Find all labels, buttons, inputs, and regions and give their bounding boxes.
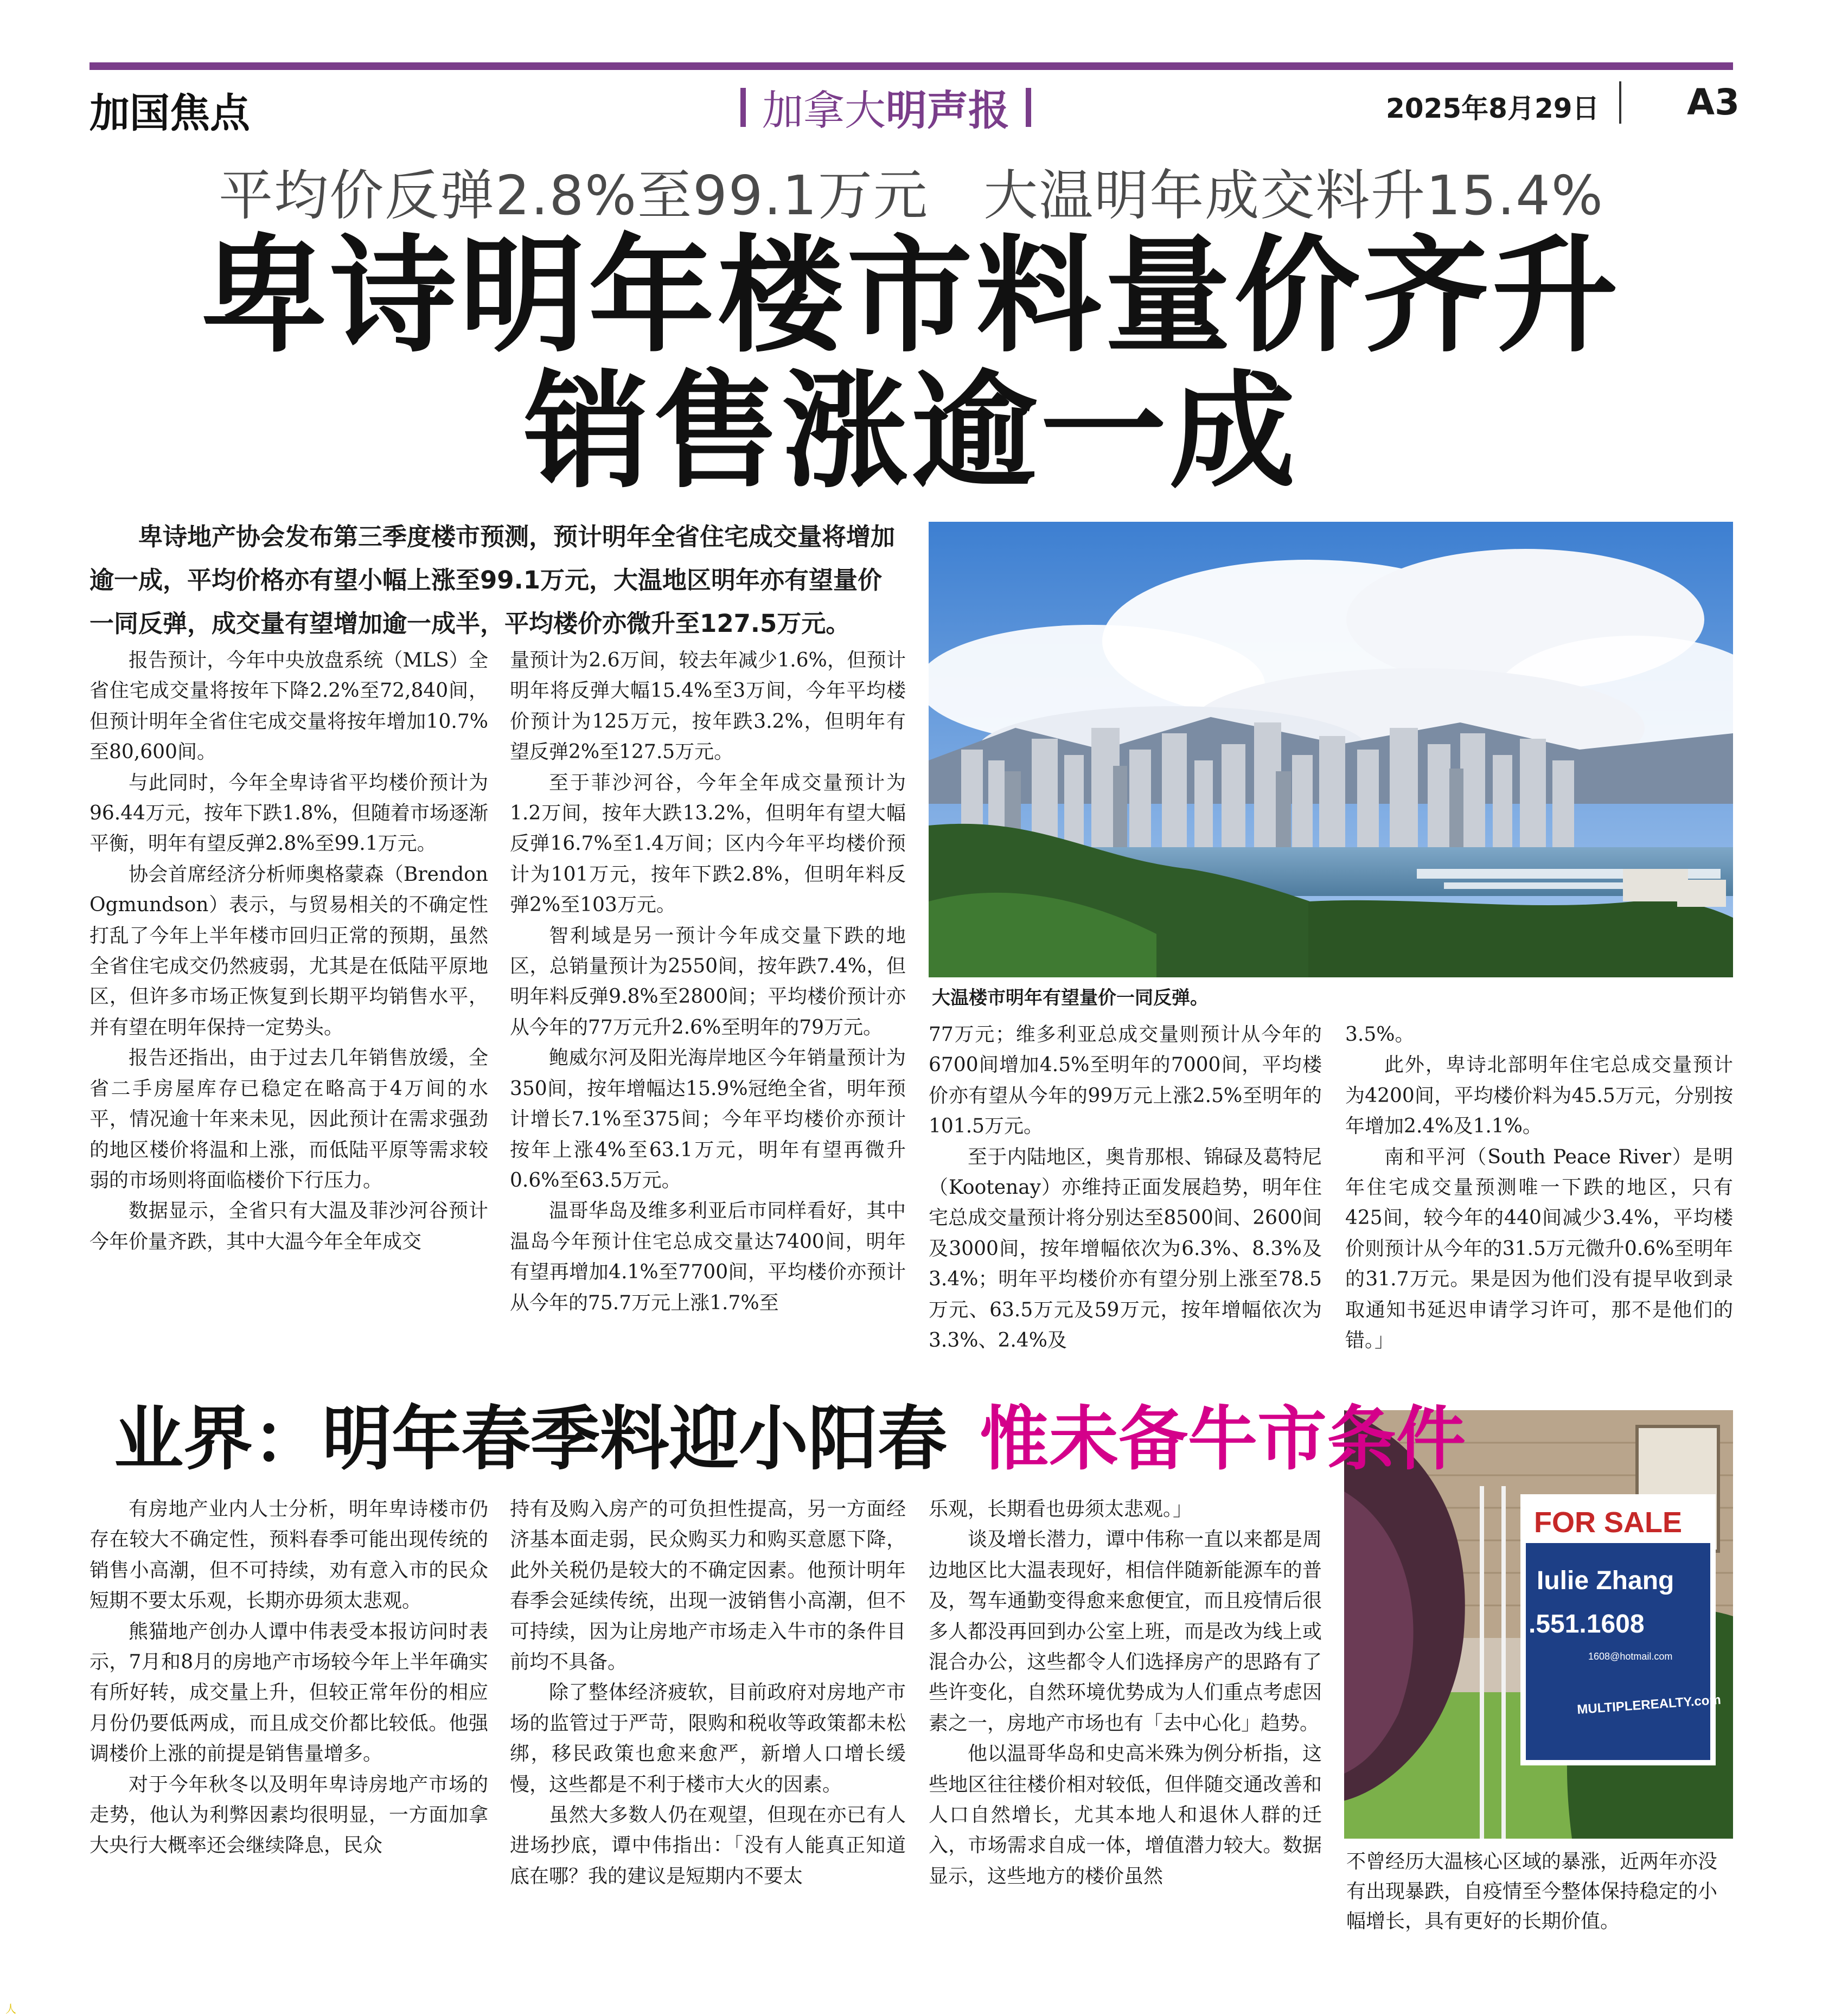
paragraph: 鲍威尔河及阳光海岸地区今年销量预计为350间，按年增幅达15.9%冠绝全省，明年预计增长7.1%至375间；今年平均楼价亦预计按年上涨4%至63.1万元，明年有望再微升0.6%至63.5万元。 xyxy=(510,1047,906,1192)
sign-agent-name: Iulie Zhang xyxy=(1537,1566,1674,1595)
paragraph: 温哥华岛及维多利亚后市同样看好，其中温岛今年预计住宅总成交量达7400间，明年有望再增加4.1%至7700间，平均楼价亦预计从今年的75.7万元上涨1.7%至 xyxy=(510,1200,906,1314)
article2-headline xyxy=(114,1399,1466,1480)
paragraph: 熊猫地产创办人谭中伟表受本报访问时表示，7月和8月的房地产市场较今年上半年确实有所好转，成交量上升，但较正常年份的相应月份仍要低两成，而且成交价都比较低。他强调楼价上涨的前提是销售量增多。 xyxy=(89,1620,488,1765)
paragraph: 与此同时，今年全卑诗省平均楼价预计为96.44万元，按年下跌1.8%，但随着市场逐渐平衡，明年有望反弹2.8%至99.1万元。 xyxy=(89,771,488,855)
header-rule xyxy=(89,62,1733,70)
article1-column-4 xyxy=(1345,1020,1733,1356)
article2-column-3 xyxy=(929,1494,1322,1892)
article-subhead: 平均价反弹2.8%至99.1万元 大温明年成交料升15.4% xyxy=(219,164,1604,227)
article-lede: 卑诗地产协会发布第三季度楼市预测，预计明年全省住宅成交量将增加逾一成，平均价格亦有望小幅上涨至99.1万元，大温地区明年亦有望量价一同反弹，成交量有望增加逾一成半，平均楼价亦微升至127.5万元。 xyxy=(89,522,896,638)
paragraph: 至于内陆地区，奥肯那根、锦碌及葛特尼（Kootenay）亦维持正面发展趋势，明年住宅总成交量预计将分别达至8500间、2600间及3000间，按年增幅依次为6.3%、8.3%及3.4%；明年平均楼价亦有望分别上涨至78.5万元、63.5万元及59万元，按年增幅依次为3.3%、2.4%及 xyxy=(929,1145,1322,1352)
paragraph: 谈及增长潜力，谭中伟称一直以来都是周边地区比大温表现好，相信伴随新能源车的普及，驾车通勤变得愈来愈便宜，而且疫情后很多人都没再回到办公室上班，而是改为线上或混合办公，这些都令人们选择房产的思路有了些许变化，自然环境优势成为人们重点考虑因素之一，房地产市场也有「去中心化」趋势。 xyxy=(929,1528,1322,1735)
article1-column-3 xyxy=(929,1020,1322,1356)
paragraph: 77万元；维多利亚总成交量则预计从今年的6700间增加4.5%至明年的7000间，平均楼价亦有望从今年的99万元上涨2.5%至明年的101.5万元。 xyxy=(929,1023,1322,1138)
paragraph: 至于菲沙河谷，今年全年成交量预计为1.2万间，按年大跌13.2%，但明年有望大幅反弹16.7%至1.4万间；区内今年平均楼价预计为101万元，按年下跌2.8%，但明年料反弹2%至103万元。 xyxy=(510,771,906,917)
section-name: 加国焦点 xyxy=(89,90,250,137)
paragraph: 持有及购入房产的可负担性提高，另一方面经济基本面走弱，民众购买力和购买意愿下降，此外关税仍是较大的不确定因素。他预计明年春季会延续传统，出现一波销售小高潮，但不可持续，因为让房地产市场走入牛市的条件目前均不具备。 xyxy=(510,1498,906,1674)
paragraph: 除了整体经济疲软，目前政府对房地产市场的监管过于严苛，限购和税收等政策都未松绑，移民政策也愈来愈严，新增人口增长缓慢，这些都是不利于楼市大火的因素。 xyxy=(510,1681,906,1796)
photo-caption: 大温楼市明年有望量价一同反弹。 xyxy=(932,987,1209,1009)
masthead-name: 明声报 xyxy=(886,86,1009,135)
sign-email: 1608@hotmail.com xyxy=(1588,1651,1673,1662)
paragraph: 量预计为2.6万间，较去年减少1.6%，但预计明年将反弹大幅15.4%至3万间，今年平均楼价预计为125万元，按年跌3.2%，但明年有望反弹2%至127.5万元。 xyxy=(510,649,906,764)
article1-column-2 xyxy=(510,645,906,1319)
issue-date: 2025年8月29日 xyxy=(1386,93,1600,124)
paragraph: 此外，卑诗北部明年住宅总成交量预计为4200间，平均楼价料为45.5万元，分别按年增加2.4%及1.1%。 xyxy=(1345,1054,1733,1138)
newspaper-masthead xyxy=(740,78,1031,137)
article2-headline-main: 业界：明年春季料迎小阳春 xyxy=(114,1399,948,1480)
paragraph: 协会首席经济分析师奥格蒙森（Brendon Ogmundson）表示，与贸易相关的不确定性打乱了今年上半年楼市回归正常的预期，虽然全省住宅成交仍然疲弱，尤其是在低陆平原地区，但许多市场正恢复到长期平均销售水平，并有望在明年保持一定势头。 xyxy=(89,863,488,1039)
masthead-prefix: 加拿大 xyxy=(762,86,886,135)
sign-brand: MULTIPLEREALTY.com xyxy=(1576,1692,1722,1717)
photo-caption-2: 不曾经历大温核心区域的暴涨，近两年亦没有出现暴跌，自疫情至今整体保持稳定的小幅增长，具有更好的长期价值。 xyxy=(1346,1851,1718,1932)
masthead-divider-left xyxy=(740,88,746,127)
headline-line-2: 销售涨逾一成 xyxy=(523,359,1299,505)
paragraph: 报告预计，今年中央放盘系统（MLS）全省住宅成交量将按年下降2.2%至72,840间，但预计明年全省住宅成交量将按年增加10.7%至80,600间。 xyxy=(89,649,488,764)
paragraph: 南和平河（South Peace River）是明年住宅成交量预测唯一下跌的地区，只有425间，较今年的440间减少3.4%，平均楼价则预计从今年的31.5万元微升0.6%至明年的31.7万元。果是因为他们没有提早收到录取通知书延迟申请学习许可，那不是他们的错。」 xyxy=(1345,1145,1733,1352)
sign-title: FOR SALE xyxy=(1534,1506,1683,1539)
article1-column-1 xyxy=(89,645,488,1257)
corner-mark: 人 xyxy=(5,2002,16,2015)
masthead-divider-right xyxy=(1026,88,1031,127)
date-divider xyxy=(1619,81,1621,124)
paragraph: 3.5%。 xyxy=(1345,1023,1415,1046)
vancouver-skyline-photo xyxy=(929,522,1733,977)
paragraph: 智利域是另一预计今年成交量下跌的地区，总销量预计为2550间，按年跌7.4%，但明年料反弹9.8%至2800间；平均楼价预计亦从今年的77万元升2.6%至明年的79万元。 xyxy=(510,924,906,1039)
paragraph: 有房地产业内人士分析，明年卑诗楼市仍存在较大不确定性，预料春季可能出现传统的销售小高潮，但不可持续，劝有意入市的民众短期不要太乐观，长期亦毋须太悲观。 xyxy=(89,1498,488,1612)
paragraph: 乐观，长期看也毋须太悲观。」 xyxy=(929,1498,1193,1520)
article2-headline-highlight: 惟未备牛市条件 xyxy=(980,1399,1466,1480)
article2-column-2 xyxy=(510,1494,906,1892)
paragraph: 他以温哥华岛和史高米殊为例分析指，这些地区往往楼价相对较低，但伴随交通改善和人口自然增长，尤其本地人和退休人群的迁入，市场需求自成一体，增值潜力较大。数据显示，这些地方的楼价虽然 xyxy=(929,1743,1322,1887)
paragraph: 虽然大多数人仍在观望，但现在亦已有人进场抄底，谭中伟指出：「没有人能真正知道底在哪？我的建议是短期内不要太 xyxy=(510,1804,906,1887)
page-number: A3 xyxy=(1687,81,1740,123)
article2-column-1 xyxy=(89,1494,488,1861)
paragraph: 对于今年秋冬以及明年卑诗房地产市场的走势，他认为利弊因素均很明显，一方面加拿大央行大概率还会继续降息，民众 xyxy=(89,1773,488,1857)
headline-line-1: 卑诗明年楼市料量价齐升 xyxy=(201,223,1621,369)
sign-phone: .551.1608 xyxy=(1529,1610,1645,1639)
paragraph: 报告还指出，由于过去几年销售放缓，全省二手房屋库存已稳定在略高于4万间的水平，情况逾十年来未见，因此预计在需求强劲的地区楼价将温和上涨，而低陆平原等需求较弱的市场则将面临楼价下行压力。 xyxy=(89,1047,488,1192)
paragraph: 数据显示，全省只有大温及菲沙河谷预计今年价量齐跌，其中大温今年全年成交 xyxy=(89,1200,488,1253)
